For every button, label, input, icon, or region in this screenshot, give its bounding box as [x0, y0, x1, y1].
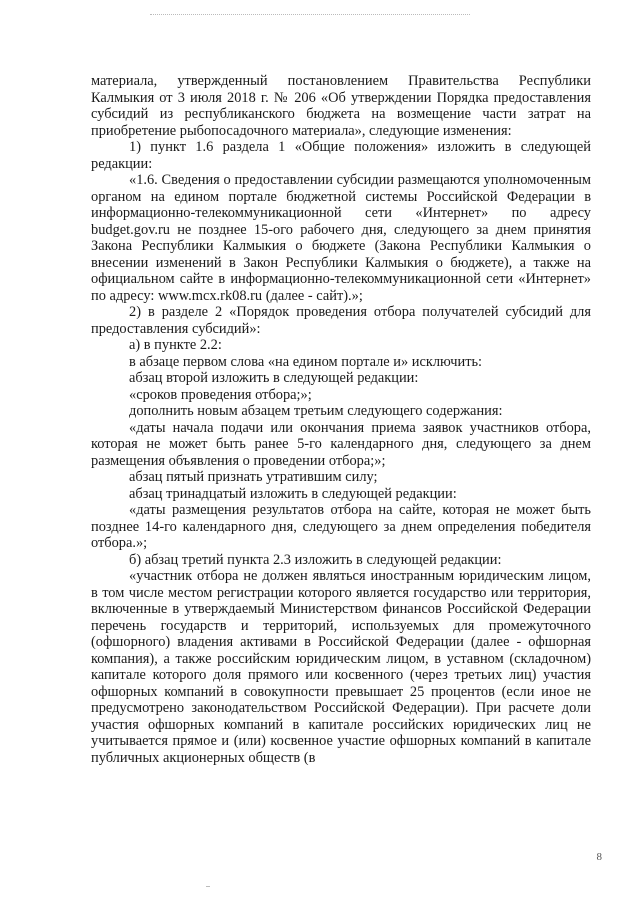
paragraph: а) в пункте 2.2: — [129, 337, 222, 353]
paragraph: б) абзац третий пункта 2.3 изложить в следующей редакции: — [129, 551, 502, 568]
paragraph: 1) пункт 1.6 раздела 1 «Общие положения» изложить в следующей редакции: — [91, 139, 591, 172]
paragraph: 2) в разделе 2 «Порядок проведения отбора получателей субсидий для предоставления субсидий»: — [91, 304, 591, 337]
paragraph: «1.6. Сведения о предоставлении субсидии размещаются уполномоченным органом на едином портале бюджетной системы Российской Федерации в информационно-телекоммуникационной сети «Интернет» по адресу budget.gov.ru не позднее 15-ого рабочего дня, следующего за днем принятия Закона Республики Калмыкия о бюджете (Закона Республики Калмыкия о внесении изменений в Закон Республики Калмыкия о бюджете), а также на официальном сайте в информационно-телекоммуникационной сети «Интернет» по адресу: www.mcx.rk08.ru (далее - сайт).»; — [91, 172, 591, 304]
paragraph: материала, утвержденный постановлением Правительства Республики Калмыкия от 3 июля 2018 г. № 206 «Об утверждении Порядка предоставления субсидий из республиканского бюджета на возмещение части затрат на приобретение рыбопосадочного материала», следующие изменения: — [91, 73, 591, 139]
paragraph: абзац пятый признать утратившим силу; — [129, 469, 378, 485]
paragraph: «даты размещения результатов отбора на сайте, которая не может быть позднее 14-го календарного дня, следующего за днем определения победителя отбора.»; — [91, 502, 591, 551]
scan-artifact — [206, 886, 210, 887]
document-body — [91, 73, 591, 766]
paragraph: абзац тринадцатый изложить в следующей редакции: — [129, 485, 457, 502]
paragraph: «участник отбора не должен являться иностранным юридическим лицом, в том числе местом регистрации которого является государство или территория, включенные в утверждаемый Министерством финансов Российской Федерации перечень государств и территорий, используемых для промежуточного (офшорного) владения активами в Российской Федерации (далее - офшорная компания), а также российским юридическим лицом, в уставном (складочном) капитале которого доля прямого или косвенного (через третьих лиц) участия офшорных компаний в совокупности превышает 25 процентов (если иное не предусмотрено законодательством Российской Федерации). При расчете доли участия офшорных компаний в капитале российских юридических лиц не учитывается прямое и (или) косвенное участие офшорных компаний в капитале публичных акционерных обществ (в — [91, 568, 591, 766]
scan-artifact — [150, 14, 470, 17]
page-number: 8 — [596, 851, 602, 863]
paragraph: абзац второй изложить в следующей редакции: — [129, 370, 419, 386]
paragraph: «даты начала подачи или окончания приема заявок участников отбора, которая не может быть ранее 5-го календарного дня, следующего за днем размещения объявления о проведении отбора;»; — [91, 419, 591, 469]
paragraph: «сроков проведения отбора;»; — [129, 386, 312, 403]
paragraph: дополнить новым абзацем третьим следующего содержания: — [129, 403, 503, 419]
paragraph: в абзаце первом слова «на едином портале и» исключить: — [129, 353, 483, 370]
